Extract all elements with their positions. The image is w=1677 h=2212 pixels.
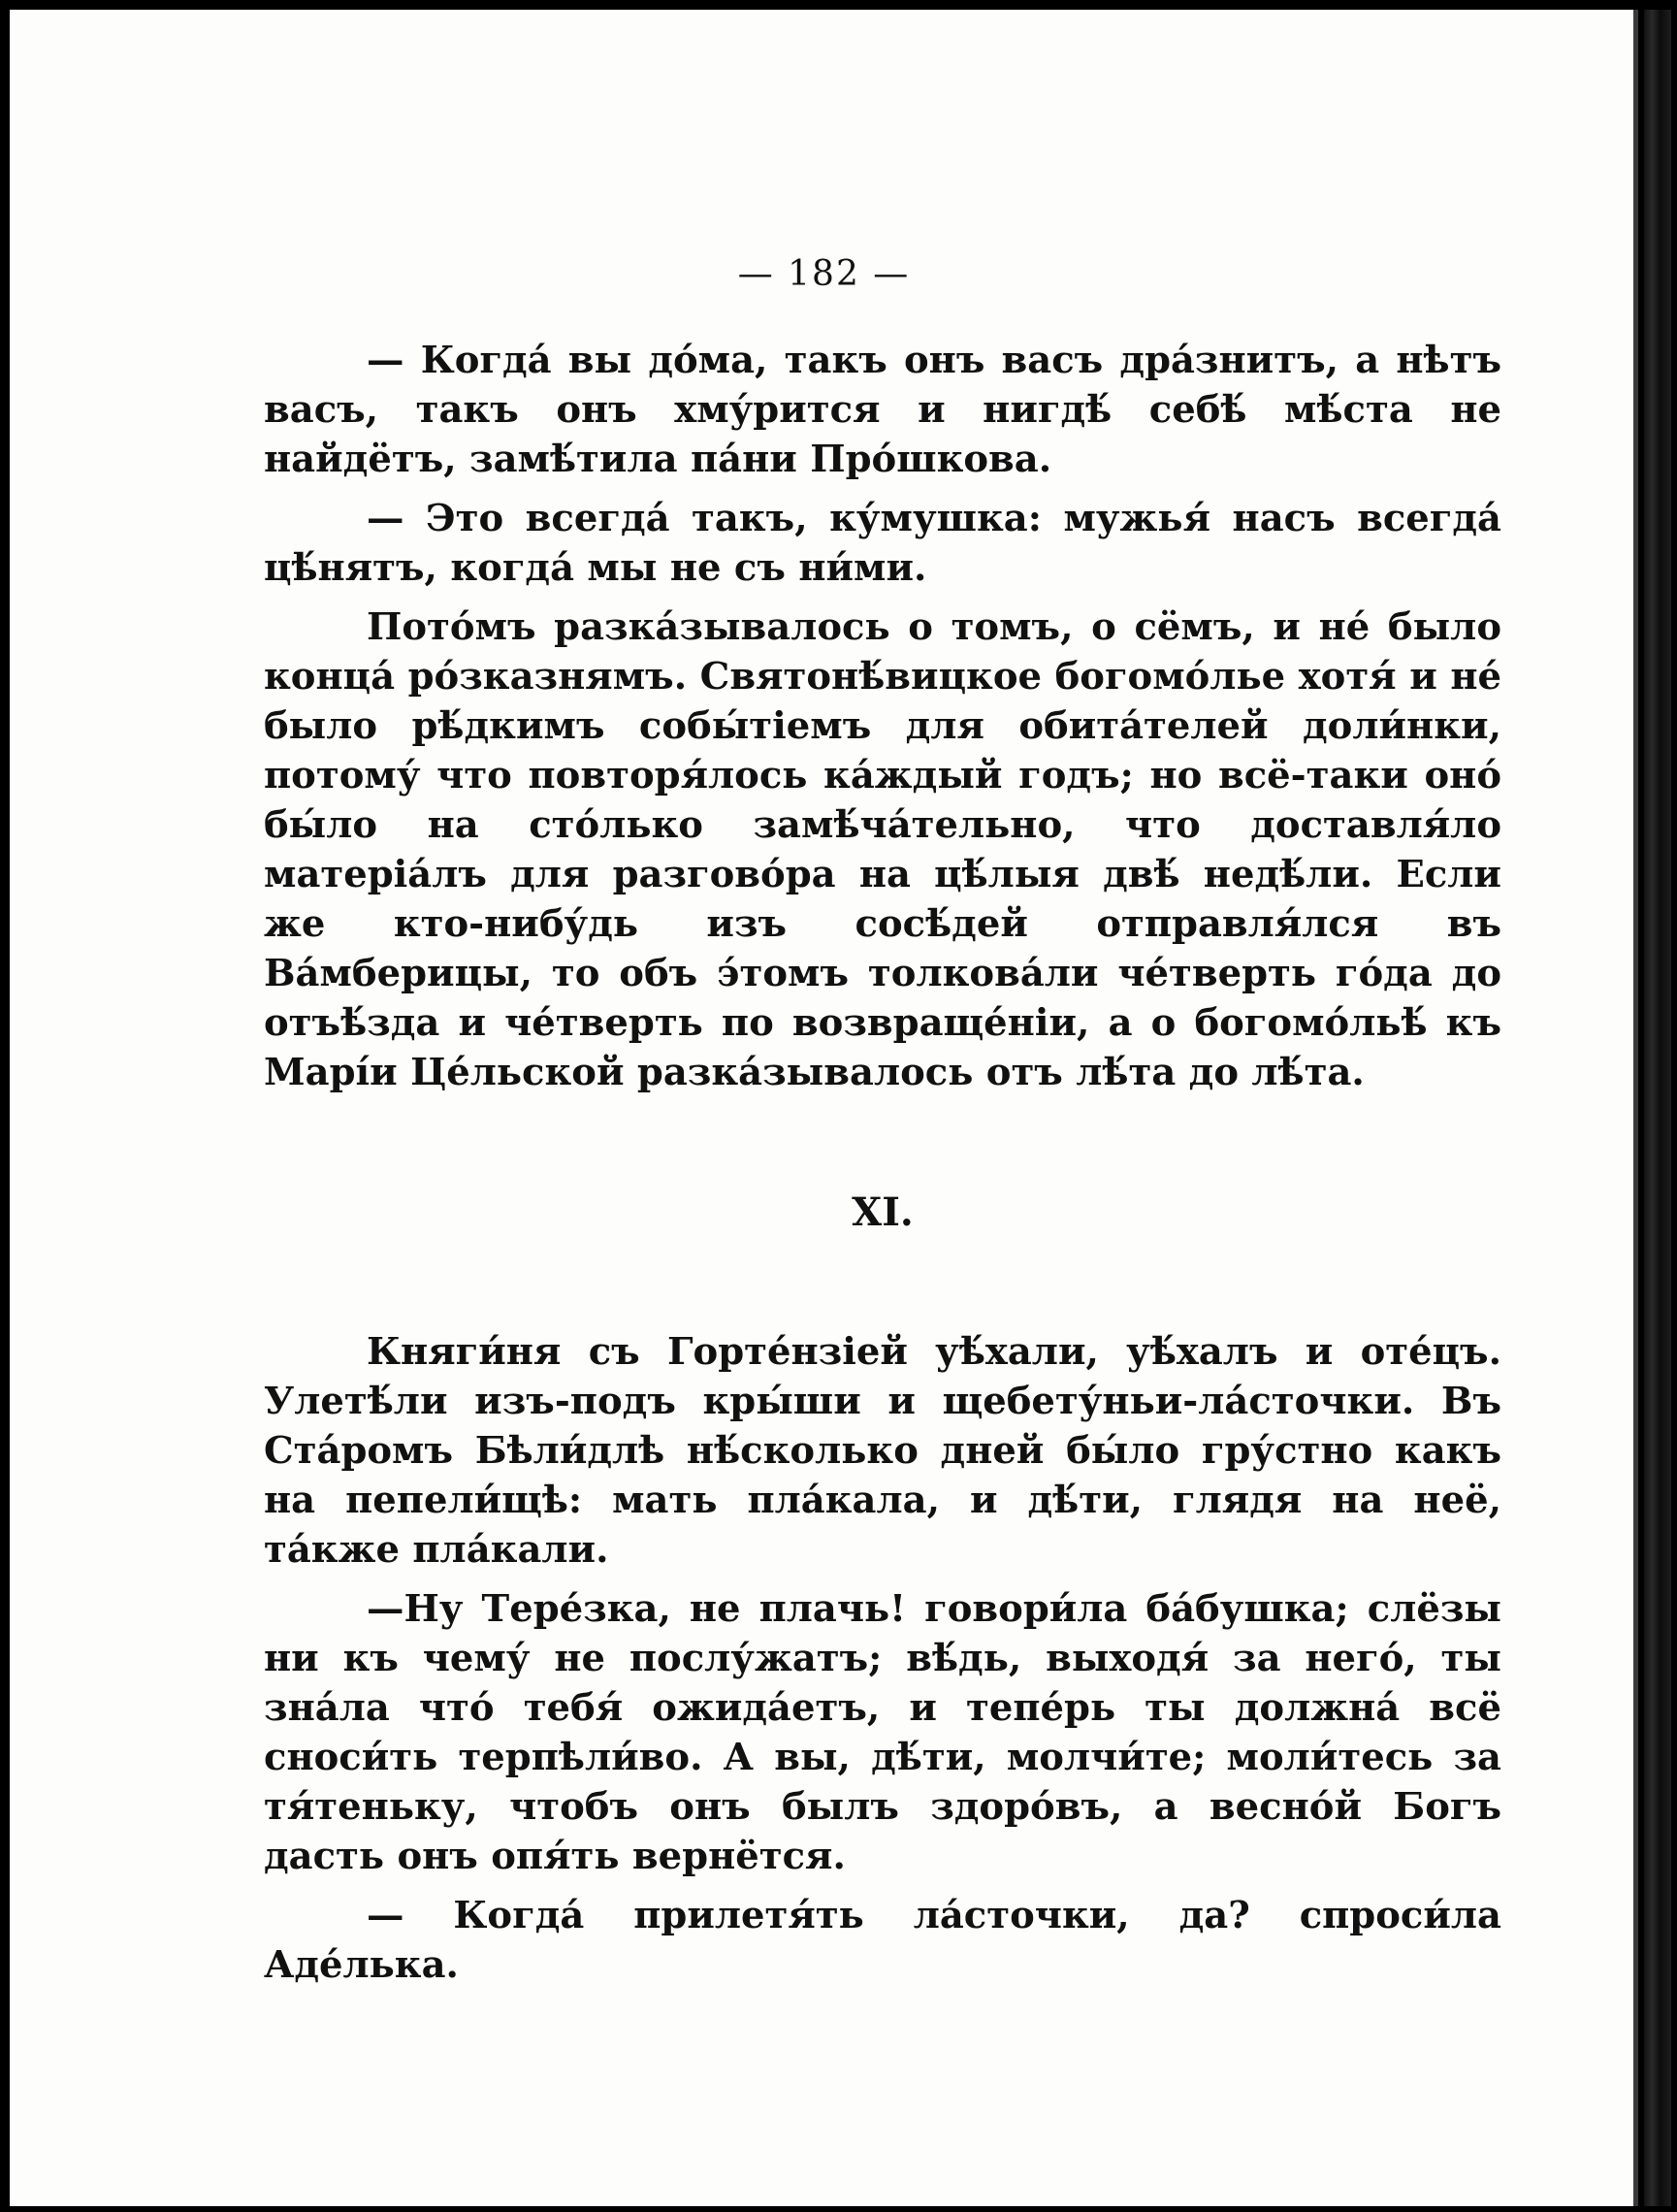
paragraph: — Это всегда́ такъ, ку́мушка: мужья́ насъ всегда́ цѣ́нятъ, когда́ мы не съ ни́ми. xyxy=(264,497,1501,590)
paragraph: — Когда́ прилетя́ть ла́сточки, да? спроси́ла Аде́лька. xyxy=(264,1894,1501,1987)
paragraph: Пото́мъ разка́зывалось о томъ, о сёмъ, и не́ было конца́ ро́зказнямъ. Святонѣ́вицкое богомо́лье хотя́ и не́ было рѣ́дкимъ собы́тіемъ для обита́телей доли́нки, потому́ что повторя́лось ка́ждый годъ; но всё-таки оно́ бы́ло на сто́лько замѣ́ча́тельно, что доставля́ло матеріа́лъ для разгово́ра на цѣ́лыя двѣ́ недѣ́ли. Если же кто-нибу́дь изъ сосѣ́дей отправля́лся въ Ва́мберицы, то объ э́томъ толкова́ли че́тверть го́да до отъѣ́зда и че́тверть по возвраще́ніи, а о богомо́льѣ́ къ Марі́и Це́льской разка́зывалось отъ лѣ́та до лѣ́та. xyxy=(264,605,1501,1094)
page-number: — 182 — xyxy=(737,254,911,294)
paragraph: — Когда́ вы до́ма, такъ онъ васъ дра́знитъ, а нѣтъ васъ, такъ онъ хму́рится и нигдѣ́ себѣ́ мѣ́ста не найдётъ, замѣ́тила па́ни Про́шкова. xyxy=(264,339,1501,481)
paragraph: —Ну Тере́зка, не плачь! говори́ла ба́бушка; слёзы ни къ чему́ не послу́жатъ; вѣ́дь, выходя́ за него́, ты зна́ла что́ тебя́ ожида́етъ, и тепе́рь ты должна́ всё сноси́ть терпѣли́во. А вы, дѣ́ти, молчи́те; моли́тесь за тя́теньку, чтобъ онъ былъ здоро́въ, а весно́й Богъ дасть онъ опя́ть вернётся. xyxy=(264,1587,1501,1878)
chapter-heading: XI. xyxy=(852,1189,914,1235)
page-text xyxy=(264,336,1501,1990)
book-page xyxy=(10,10,1638,2206)
page-edge-shadow xyxy=(1644,10,1671,2206)
paragraph: Княги́ня съ Горте́нзіей уѣ́хали, уѣ́халъ и оте́цъ. Улетѣ́ли изъ-подъ кры́ши и щебету́ньи-ла́сточки. Въ Ста́ромъ Бѣли́длѣ нѣ́сколько дней бы́ло гру́стно какъ на пепели́щѣ: мать пла́кала, и дѣ́ти, глядя на неё, та́кже пла́кали. xyxy=(264,1330,1501,1572)
